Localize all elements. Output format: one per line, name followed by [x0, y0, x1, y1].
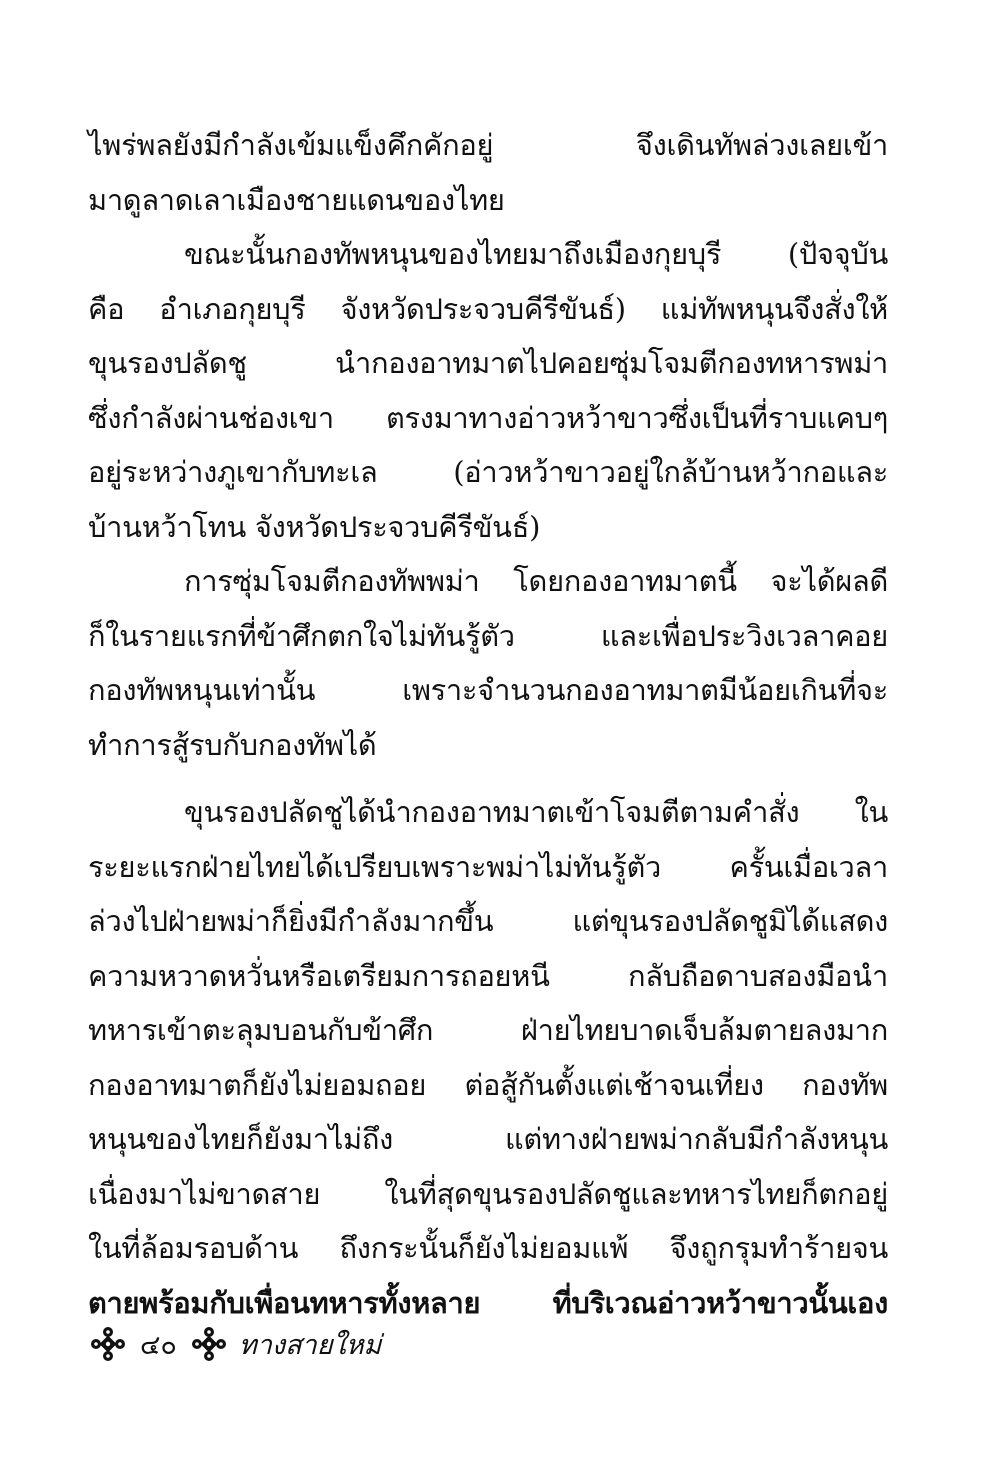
text-line: ล่วงไปฝ่ายพม่าก็ยิ่งมีกำลังมากขึ้น แต่ขุนรองปลัดชูมิได้แสดง	[88, 904, 888, 938]
text-line: หนุนของไทยก็ยังมาไม่ถึง แต่ทางฝ่ายพม่ากลับมีกำลังหนุน	[88, 1122, 888, 1156]
text-line: กองอาทมาตก็ยังไม่ยอมถอย ต่อสู้กันตั้งแต่เช้าจนเที่ยง กองทัพ	[88, 1067, 888, 1102]
text-line: ตายพร้อมกับเพื่อนทหารทั้งหลาย ที่บริเวณอ่าวหว้าขาวนั้นเอง	[88, 1285, 888, 1320]
text-line: ในที่ล้อมรอบด้าน ถึงกระนั้นก็ยังไม่ยอมแพ้ จึงถูกรุมทำร้ายจน	[88, 1231, 888, 1265]
flower-ornament-icon	[90, 1326, 126, 1362]
flower-ornament-icon	[191, 1326, 227, 1362]
text-line: ความหวาดหวั่นหรือเตรียมการถอยหนี กลับถือดาบสองมือนำ	[88, 958, 888, 993]
text-line: การซุ่มโจมตีกองทัพพม่า โดยกองอาทมาตนี้ จะได้ผลดี	[184, 564, 888, 598]
text-line: ทำการสู้รบกับกองทัพได้	[88, 727, 377, 762]
page-footer	[90, 1320, 381, 1368]
text-line: ซึ่งกำลังผ่านช่องเขา ตรงมาทางอ่าวหว้าขาวซึ่งเป็นที่ราบแคบๆ	[88, 400, 888, 435]
text-line: ไพร่พลยังมีกำลังเข้มแข็งคึกคักอยู่ จึงเดินทัพล่วงเลยเข้า	[88, 128, 888, 162]
text-line: มาดูลาดเลาเมืองชายแดนของไทย	[88, 182, 505, 217]
text-line: ระยะแรกฝ่ายไทยได้เปรียบเพราะพม่าไม่ทันรู้ตัว ครั้นเมื่อเวลา	[88, 849, 888, 884]
text-line: อยู่ระหว่างภูเขากับทะเล (อ่าวหว้าขาวอยู่ใกล้บ้านหว้ากอและ	[88, 455, 888, 489]
text-line: บ้านหว้าโทน จังหวัดประจวบคีรีขันธ์)	[88, 509, 541, 544]
text-line: คือ อำเภอกุยบุรี จังหวัดประจวบคีรีขันธ์) แม่ทัพหนุนจึงสั่งให้	[88, 291, 888, 326]
text-line: เนื่องมาไม่ขาดสาย ในที่สุดขุนรองปลัดชูและทหารไทยก็ตกอยู่	[88, 1176, 888, 1211]
page-number: ๔๐	[140, 1329, 177, 1361]
body-text	[88, 118, 888, 1330]
text-line: ทหารเข้าตะลุมบอนกับข้าศึก ฝ่ายไทยบาดเจ็บล้มตายลงมาก	[88, 1013, 888, 1047]
paragraph-spacer	[88, 772, 888, 785]
text-line: กองทัพหนุนเท่านั้น เพราะจำนวนกองอาทมาตมีน้อยเกินที่จะ	[88, 673, 888, 707]
book-title: ทางสายใหม่	[238, 1329, 382, 1361]
text-line: ขณะนั้นกองทัพหนุนของไทยมาถึงเมืองกุยบุรี (ปัจจุบัน	[184, 237, 888, 271]
text-line: ก็ในรายแรกที่ข้าศึกตกใจไม่ทันรู้ตัว และเพื่อประวิงเวลาคอย	[88, 618, 888, 653]
text-line: ขุนรองปลัดชูได้นำกองอาทมาตเข้าโจมตีตามคำสั่ง ใน	[184, 795, 888, 829]
text-line: ขุนรองปลัดชู นำกองอาทมาตไปคอยซุ่มโจมตีกองทหารพม่า	[88, 346, 888, 380]
